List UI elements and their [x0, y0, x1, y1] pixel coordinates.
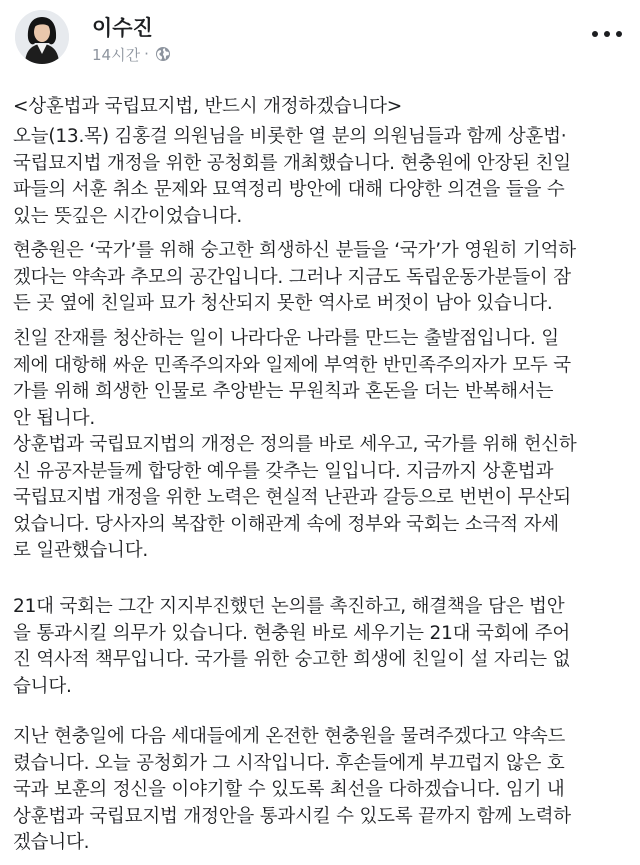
paragraph-line: 상훈법과 국립묘지법의 개정은 정의를 바로 세우고, 국가를 위해 헌신하: [13, 434, 577, 455]
post-title: <상훈법과 국립묘지법, 반드시 개정하겠습니다>: [13, 96, 403, 117]
paragraph-line: 국립묘지법 개정을 위한 노력은 현실적 난관과 갈등으로 번번이 무산되: [13, 487, 571, 508]
paragraph-line: 렸습니다. 오늘 공청회가 그 시작입니다. 후손들에게 부끄럽지 않은 호: [13, 752, 565, 774]
post-body: [0, 80, 640, 865]
post-time[interactable]: 14시간: [92, 45, 141, 64]
post-header: [0, 0, 640, 78]
paragraph-line: 제에 대항해 싸운 민족주의자와 일제에 부역한 반민족주의자가 모두 국: [13, 354, 571, 376]
meta-separator: ·: [144, 45, 149, 63]
paragraph-line: 지난 현충일에 다음 세대들에게 온전한 현충원을 물려주겠다고 약속드: [13, 726, 566, 747]
paragraph-line: 친일 잔재를 청산하는 일이 나라다운 나라를 만드는 출발점입니다. 일: [13, 328, 559, 349]
paragraph-line: 오늘(13.목) 김홍걸 의원님을 비롯한 열 분의 의원님들과 함께 상훈법·: [13, 126, 567, 147]
paragraph-line: 겠다는 약속과 추모의 공간입니다. 그러나 지금도 독립운동가분들이 잠: [13, 266, 571, 288]
paragraph-line: 안 됩니다.: [13, 407, 96, 429]
avatar-image: [15, 10, 69, 64]
globe-icon[interactable]: [155, 46, 171, 62]
avatar[interactable]: [15, 10, 69, 64]
paragraph-line: 국과 보훈의 정신을 이야기할 수 있도록 최선을 다하겠습니다. 임기 내: [13, 779, 565, 800]
paragraph-line: 현충원은 ‘국가’를 위해 숭고한 희생하신 분들을 ‘국가’가 영원히 기억하: [13, 240, 576, 261]
paragraph-line: 었습니다. 당사자의 복잡한 이해관계 속에 정부와 국회는 소극적 자세: [13, 513, 559, 535]
paragraph-line: 있는 뜻깊은 시간이었습니다.: [13, 205, 243, 227]
more-options-button[interactable]: [592, 26, 622, 42]
paragraph-line: 겠습니다.: [13, 832, 90, 853]
paragraph-line: 습니다.: [13, 675, 72, 697]
paragraph-line: 파들의 서훈 취소 문제와 묘역정리 방안에 대해 다양한 의견을 들을 수: [13, 179, 565, 200]
more-options-icon: [604, 31, 610, 37]
author-name[interactable]: 이수진: [92, 16, 153, 40]
paragraph-line: 진 역사적 책무입니다. 국가를 위한 숭고한 희생에 친일이 설 자리는 없: [13, 649, 571, 670]
paragraph-line: 로 일관했습니다.: [13, 540, 149, 561]
more-options-icon: [592, 31, 598, 37]
more-options-icon: [616, 31, 622, 37]
paragraph-line: 신 유공자분들께 합당한 예우를 갖추는 일입니다. 지금까지 상훈법과: [13, 460, 554, 482]
paragraph-line: 21대 국회는 그간 지지부진했던 논의를 촉진하고, 해결책을 담은 법안: [13, 596, 565, 617]
paragraph-line: 을 통과시킬 의무가 있습니다. 현충원 바로 세우기는 21대 국회에 주어: [13, 622, 571, 644]
paragraph-line: 상훈법과 국립묘지법 개정안을 통과시킬 수 있도록 끝까지 함께 노력하: [13, 805, 571, 827]
paragraph-line: 가를 위해 희생한 인물로 추앙받는 무원칙과 혼돈을 더는 반복해서는: [13, 381, 554, 402]
post-meta: [92, 44, 171, 64]
paragraph-line: 든 곳 옆에 친일파 묘가 청산되지 못한 역사로 버젓이 남아 있습니다.: [13, 293, 553, 314]
paragraph-line: 국립묘지법 개정을 위한 공청회를 개최했습니다. 현충원에 안장된 친일: [13, 152, 571, 174]
